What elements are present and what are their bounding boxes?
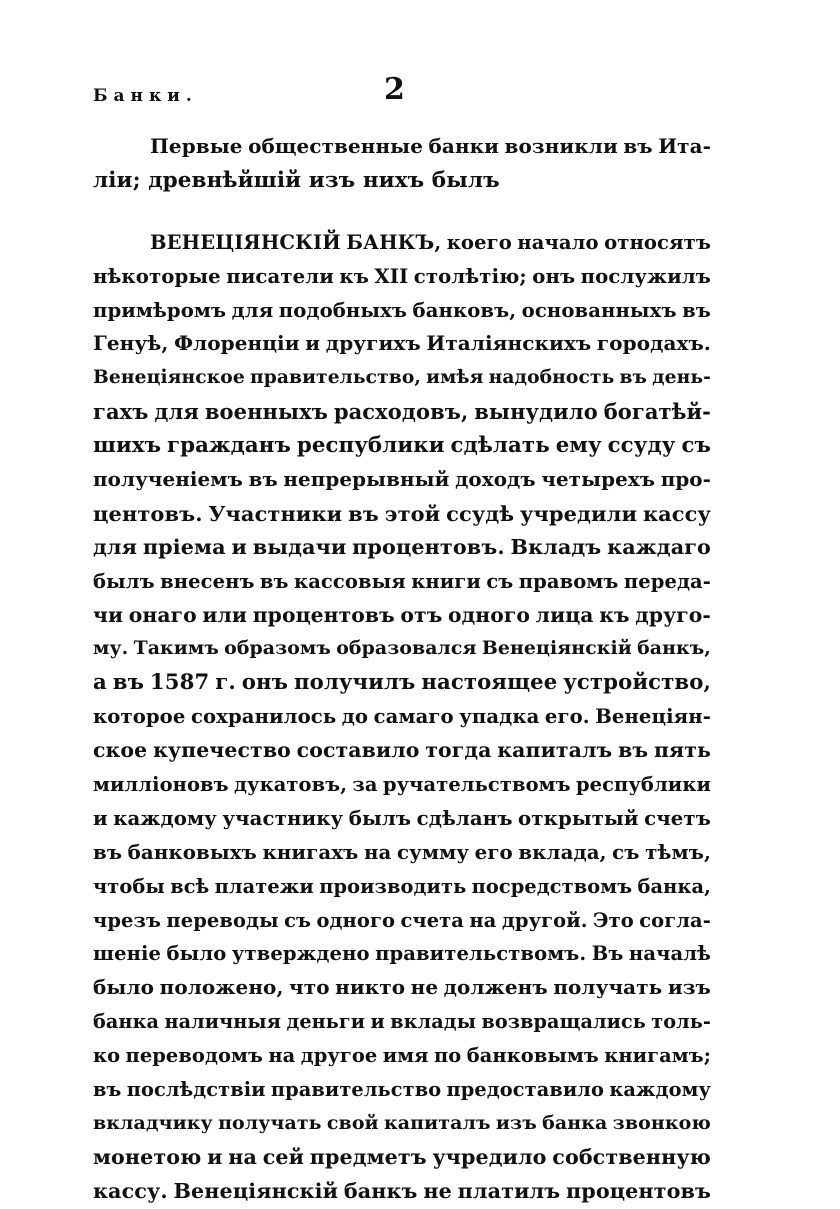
word: четырехъ <box>541 467 656 492</box>
text-line <box>93 531 711 565</box>
text-line <box>93 870 711 904</box>
word: деньги <box>286 1010 366 1034</box>
word: коего <box>446 230 512 254</box>
word: Вкладъ <box>510 534 602 559</box>
word: получать <box>218 1111 322 1134</box>
word: купечество <box>153 738 291 763</box>
text-line <box>93 836 711 870</box>
word: наличныя <box>164 1010 282 1034</box>
word: ссудѣ <box>446 500 515 526</box>
word: былъ <box>348 805 412 830</box>
word: на <box>268 1044 296 1068</box>
word: имѣя <box>426 366 484 389</box>
text-line <box>93 700 711 734</box>
word: толь- <box>651 1010 711 1034</box>
word: писатели <box>226 264 334 288</box>
word: счетъ <box>644 805 711 830</box>
word: Ита- <box>658 134 711 158</box>
word: вкладчику <box>93 1111 213 1134</box>
text-line <box>93 395 711 429</box>
word: общественные <box>248 134 424 158</box>
word: послужилъ <box>580 264 711 288</box>
word: никто <box>335 975 406 1000</box>
word: до <box>341 705 369 729</box>
word: расходовъ, <box>333 399 469 425</box>
word: его. <box>544 705 590 729</box>
word: было <box>93 975 155 1000</box>
word: началѣ <box>628 942 711 966</box>
word: собственную <box>552 1144 711 1169</box>
word: для <box>93 534 138 559</box>
word: г. <box>215 670 236 696</box>
word: къ <box>599 602 630 627</box>
word: которое <box>93 705 186 729</box>
word: основанныхъ <box>521 298 677 322</box>
word: съ <box>486 569 514 593</box>
text-line <box>93 361 711 395</box>
word: возникли <box>504 134 618 158</box>
word: не <box>423 1178 452 1203</box>
word: что <box>289 975 330 1000</box>
word: Первые <box>150 134 243 158</box>
word: республики <box>575 773 711 797</box>
word: другое <box>300 1044 378 1068</box>
word: долженъ <box>443 975 548 1000</box>
text-line <box>93 1005 711 1039</box>
word: по <box>434 1044 462 1068</box>
word: ко <box>93 1044 121 1068</box>
word: согла- <box>639 908 711 932</box>
word: устройство, <box>563 670 711 696</box>
word: банка <box>542 1111 608 1134</box>
word: банковъ, <box>412 298 517 322</box>
text-line <box>93 327 711 361</box>
word: доходъ <box>455 467 536 492</box>
word: не <box>410 975 439 1000</box>
word: кассу. <box>93 1178 168 1203</box>
text-line <box>93 497 711 531</box>
word: шеніе <box>93 942 162 966</box>
word: въ <box>623 134 653 158</box>
word: образовался <box>336 637 477 660</box>
word: звонкою <box>612 1111 711 1134</box>
word: милліоновъ <box>93 773 229 797</box>
word: одного <box>448 602 531 627</box>
word: было <box>166 942 227 966</box>
word: производить <box>319 874 467 898</box>
word: Такимъ <box>133 637 219 660</box>
word: счета <box>400 908 465 932</box>
word: книгахъ <box>262 839 359 864</box>
word: въ <box>112 670 144 696</box>
text-line <box>93 429 711 463</box>
word: этой <box>384 500 441 526</box>
text-line <box>93 1141 711 1175</box>
word: капиталъ <box>497 738 613 763</box>
word: онаго <box>128 602 197 627</box>
text-line <box>93 904 711 938</box>
word: ручательствомъ <box>382 773 571 797</box>
word: въ <box>682 298 711 322</box>
word: въ <box>93 839 123 864</box>
word: открытый <box>518 805 639 830</box>
text-line <box>93 937 711 971</box>
word: начало <box>517 230 599 254</box>
word: а <box>93 670 107 696</box>
word: му. <box>93 637 129 660</box>
paragraph-gap <box>93 198 711 226</box>
word: возвращались <box>481 1010 646 1034</box>
word: учредило <box>432 1144 547 1169</box>
text-line <box>93 734 711 768</box>
word: вклады <box>390 1010 477 1034</box>
body-text <box>93 130 711 1209</box>
word: тѣмъ, <box>645 839 711 864</box>
word: положено, <box>159 975 284 1000</box>
word: Генуѣ, <box>93 331 169 356</box>
word: каждому <box>609 1078 711 1102</box>
word: платилъ <box>457 1178 561 1203</box>
word: сохранилось <box>190 705 337 729</box>
word: ему <box>555 433 602 459</box>
word: банкъ, <box>637 637 711 660</box>
word: вклада, <box>518 839 607 864</box>
word: учредили <box>520 500 638 526</box>
word: или <box>202 602 248 627</box>
word: въ <box>248 467 278 492</box>
word: Участники <box>208 500 343 526</box>
word: относятъ <box>604 230 711 254</box>
word: вынудило <box>474 399 598 425</box>
word: банка <box>93 1010 160 1034</box>
word: Венеціянскій <box>173 1178 339 1203</box>
word: банки <box>428 134 500 158</box>
word: пріема <box>142 534 226 559</box>
text-line <box>93 294 711 328</box>
word: Въ <box>591 942 624 966</box>
word: на <box>469 908 497 932</box>
word: каждому <box>113 805 217 830</box>
word: былъ <box>93 569 155 593</box>
word: банкъ <box>343 1178 418 1203</box>
word: упадка <box>459 705 540 729</box>
word: Венеціян- <box>595 705 711 729</box>
word: сдѣлать <box>450 433 550 459</box>
word: и <box>93 805 108 830</box>
word: книги <box>411 569 481 593</box>
paragraph-intro <box>93 130 711 198</box>
paragraph-venetian-bank <box>93 226 711 1209</box>
word: лица <box>535 602 594 627</box>
word: пять <box>653 738 711 763</box>
word: другихъ <box>325 331 421 356</box>
word: въ <box>93 1078 122 1102</box>
word: ское <box>93 738 148 763</box>
word: непрерывный <box>283 467 450 492</box>
word: участнику <box>222 805 344 830</box>
word: банка, <box>637 874 711 898</box>
word: получать <box>553 975 663 1000</box>
running-head: Банки. <box>93 86 198 106</box>
word: образомъ <box>224 637 331 660</box>
word: банковымъ <box>466 1044 599 1068</box>
word: книгамъ; <box>604 1044 711 1068</box>
word: и <box>370 1010 385 1034</box>
word: надобность <box>488 366 615 389</box>
word: изъ <box>495 1111 537 1134</box>
word: банковыхъ <box>127 839 257 864</box>
word: въ <box>348 500 379 526</box>
text-line <box>93 768 711 802</box>
text-line <box>93 130 711 164</box>
word: полученіемъ <box>93 467 243 492</box>
word: каждаго <box>607 534 711 559</box>
word: Италіянскихъ <box>426 331 592 356</box>
word: сей <box>262 1144 305 1169</box>
word: процентовъ <box>566 1178 711 1203</box>
word: послѣдствіи <box>126 1078 266 1102</box>
word: ВЕНЕЦІЯНСКІЙ <box>150 230 341 254</box>
word: переводы <box>166 908 279 932</box>
word: монетою <box>93 1144 202 1169</box>
text-line <box>93 1073 711 1107</box>
word: всѣ <box>170 874 210 898</box>
word: капиталъ <box>383 1111 491 1134</box>
word: XII <box>374 264 409 288</box>
word: утверждено <box>231 942 370 966</box>
word: съ <box>284 908 312 932</box>
word: переда- <box>623 569 711 593</box>
text-line <box>93 666 711 700</box>
word: Венеціянское <box>93 366 245 389</box>
word: и <box>231 534 247 559</box>
word: имя <box>382 1044 429 1068</box>
text-line <box>93 599 711 633</box>
word: въ <box>259 569 289 593</box>
word: ссуду <box>607 433 676 459</box>
word: самаго <box>373 705 454 729</box>
word: получилъ <box>293 670 416 696</box>
word: правительство, <box>249 366 422 389</box>
word: городахъ. <box>596 331 711 356</box>
word: республики <box>296 433 445 459</box>
word: друго- <box>635 602 711 627</box>
text-line <box>93 463 711 497</box>
word: на <box>228 1144 257 1169</box>
word: изъ <box>667 975 711 1000</box>
word: гражданъ <box>167 433 291 459</box>
word: про- <box>660 467 711 492</box>
text-line <box>93 1107 711 1141</box>
word: гахъ <box>93 399 149 425</box>
word: предоставило <box>446 1078 605 1102</box>
text-line <box>93 565 711 599</box>
word: посредствомъ <box>471 874 633 898</box>
word: Это <box>593 908 634 932</box>
word: составило <box>296 738 420 763</box>
word: его <box>474 839 513 864</box>
word: другой. <box>501 908 588 932</box>
word: свой <box>326 1111 379 1134</box>
text-line <box>93 971 711 1005</box>
text-line <box>93 226 711 260</box>
word: 1587 <box>149 670 210 696</box>
word: настоящее <box>421 670 558 696</box>
word: центовъ. <box>93 500 203 526</box>
page-number: 2 <box>384 72 405 107</box>
word: богатѣй- <box>603 399 711 425</box>
word: для <box>231 298 274 322</box>
word: сумму <box>396 839 470 864</box>
word: за <box>352 773 378 797</box>
text-line <box>93 1039 711 1073</box>
word: день- <box>652 366 711 389</box>
word: дукатовъ, <box>233 773 348 797</box>
word: кассовыя <box>294 569 406 593</box>
word: на <box>363 839 392 864</box>
word: процентовъ. <box>352 534 505 559</box>
word: выдачи <box>252 534 347 559</box>
word: кассу <box>642 500 711 526</box>
word: нѣкоторые <box>93 264 221 288</box>
word: одного <box>316 908 396 932</box>
text-line <box>93 632 711 666</box>
word: правительство <box>270 1078 442 1102</box>
word: Флоренціи <box>174 331 300 356</box>
word: правительствомъ. <box>375 942 587 966</box>
word: БАНКЪ, <box>346 230 442 254</box>
word: примѣромъ <box>93 298 227 322</box>
word: внесенъ <box>160 569 255 593</box>
word: въ <box>618 738 649 763</box>
word: онъ <box>241 670 289 696</box>
word: отъ <box>400 602 443 627</box>
word: и <box>207 1144 223 1169</box>
text-line <box>93 260 711 294</box>
word: платежи <box>214 874 314 898</box>
word: для <box>154 399 199 425</box>
word: сдѣланъ <box>416 805 513 830</box>
word: чи <box>93 602 124 627</box>
word: процентовъ <box>252 602 395 627</box>
word: переводомъ <box>125 1044 263 1068</box>
word: онъ <box>532 264 576 288</box>
word: съ <box>681 433 711 459</box>
word: въ <box>619 366 647 389</box>
word: подобныхъ <box>278 298 408 322</box>
word: чтобы <box>93 874 165 898</box>
word: и <box>305 331 321 356</box>
word: предметъ <box>309 1144 427 1169</box>
word: къ <box>339 264 369 288</box>
word: тогда <box>425 738 492 763</box>
word: чрезъ <box>93 908 161 932</box>
word: столѣтію; <box>413 264 527 288</box>
word: Венеціянскій <box>481 637 632 660</box>
word: военныхъ <box>204 399 328 425</box>
word: правомъ <box>518 569 619 593</box>
text-line <box>93 802 711 836</box>
word: съ <box>612 839 640 864</box>
word: шихъ <box>93 433 162 459</box>
text-line: ліи; древнѣйшій изъ нихъ былъ <box>93 167 500 193</box>
text-line <box>93 1175 711 1209</box>
